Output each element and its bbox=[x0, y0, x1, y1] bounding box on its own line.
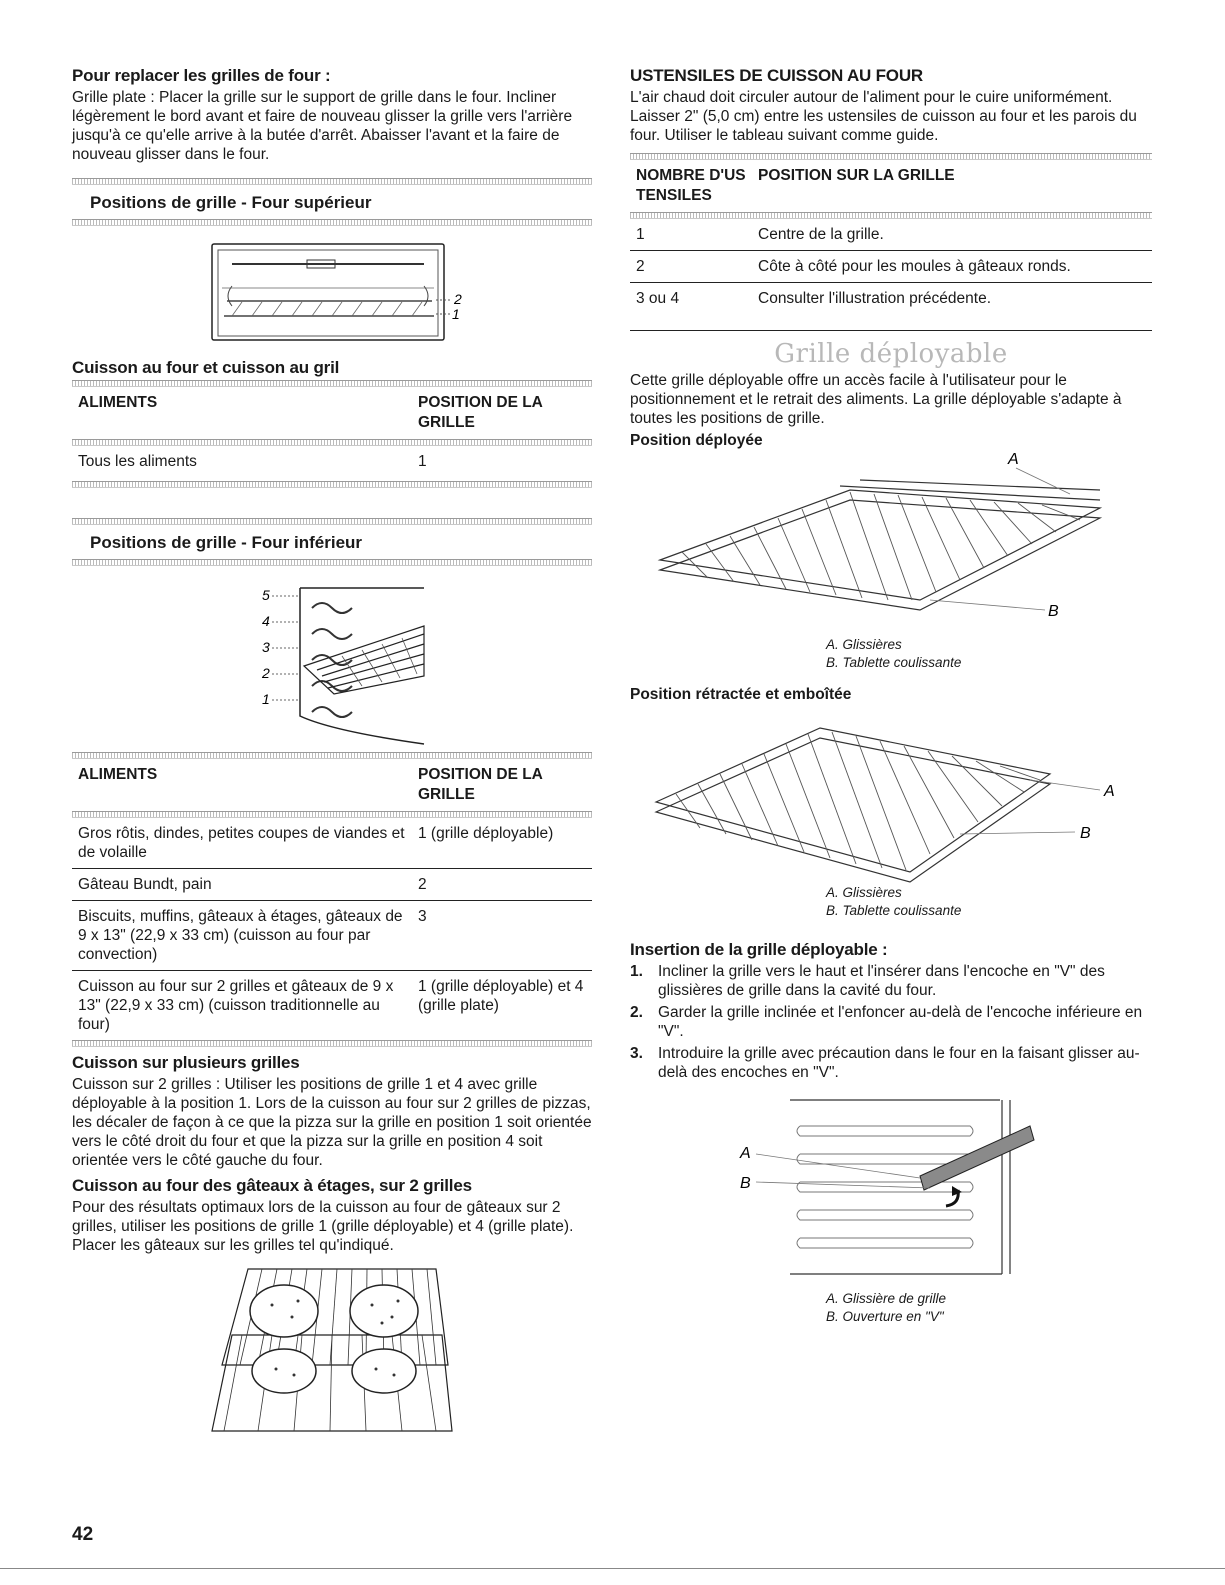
section-rule bbox=[630, 153, 1152, 160]
lower-oven-figure bbox=[72, 566, 592, 746]
insertion-label-b: B bbox=[740, 1175, 751, 1192]
list-item: 2. Garder la grille inclinée et l'enfoncer au-delà de l'encoche inférieure en "V". bbox=[630, 1004, 1143, 1040]
upper-oven-figure bbox=[72, 226, 592, 344]
table-row: Cuisson au four sur 2 grilles et gâteaux de 9 x 13" (22,9 x 33 cm) (cuisson traditionnelle au four) 1 (grille déployable) et 4 (grille plate) bbox=[78, 978, 584, 1033]
section-rule bbox=[72, 481, 592, 488]
multi-rack-heading: Cuisson sur plusieurs grilles bbox=[72, 1053, 300, 1072]
section-rule bbox=[72, 752, 592, 759]
utensils-table bbox=[630, 160, 1152, 314]
section-rule bbox=[72, 380, 592, 387]
right-column bbox=[630, 66, 1152, 1326]
insertion-caption: A. Glissière de grille B. Ouverture en "V" bbox=[826, 1291, 947, 1324]
lower-rack-label-4: 4 bbox=[262, 613, 270, 629]
retracted-rack-illustration bbox=[630, 704, 1152, 884]
lower-oven-illustration bbox=[72, 566, 592, 746]
col-header-position: POSITION DE LA GRILLE bbox=[418, 394, 543, 431]
upper-rack-label-2: 2 bbox=[454, 291, 462, 307]
lower-oven-table bbox=[72, 759, 592, 1040]
page-bottom-rule bbox=[0, 1568, 1225, 1569]
upper-oven-illustration bbox=[72, 226, 592, 344]
section-rule bbox=[72, 518, 592, 525]
upper-rack-label-1: 1 bbox=[452, 306, 460, 322]
left-column bbox=[72, 66, 592, 1435]
col-header-count: NOMBRE D'USTENSILES bbox=[636, 167, 746, 204]
layer-cake-text: Pour des résultats optimaux lors de la cuisson au four de gâteaux sur 2 grilles, utiliser les positions de grille 1 (grille déployable) et 4 (grille plate). Placer les gâteaux sur les grilles tel qu'indiqué. bbox=[72, 1199, 574, 1254]
col-header-food: ALIMENTS bbox=[78, 394, 158, 411]
retracted-position-label: Position rétractée et emboîtée bbox=[630, 686, 852, 703]
insertion-heading: Insertion de la grille déployable : bbox=[630, 940, 888, 959]
extended-label-b: B bbox=[1048, 603, 1059, 620]
extended-label-a: A bbox=[1008, 451, 1019, 468]
table-row: 1 Centre de la grille. bbox=[636, 226, 884, 243]
layer-cake-heading: Cuisson au four des gâteaux à étages, sur 2 grilles bbox=[72, 1176, 472, 1195]
utensils-heading: USTENSILES DE CUISSON AU FOUR bbox=[630, 66, 923, 85]
extendable-rack-text: Cette grille déployable offre un accès facile à l'utilisateur pour le positionnement et le retrait des aliments. La grille déployable s'adapte à toutes les positions de grille. bbox=[630, 372, 1122, 427]
insertion-steps bbox=[630, 962, 1152, 1082]
layer-cake-illustration bbox=[72, 1265, 592, 1435]
extended-position-label: Position déployée bbox=[630, 432, 763, 449]
retracted-caption: A. Glissières B. Tablette coulissante bbox=[826, 885, 962, 918]
section-rule bbox=[72, 1040, 592, 1047]
lower-rack-label-1: 1 bbox=[262, 691, 270, 707]
table-row: Gâteau Bundt, pain 2 bbox=[78, 876, 427, 893]
extendable-rack-title: Grille déployable bbox=[774, 339, 1008, 369]
replace-racks-heading: Pour replacer les grilles de four : bbox=[72, 66, 331, 85]
lower-rack-label-5: 5 bbox=[262, 587, 270, 603]
extended-rack-illustration bbox=[630, 450, 1152, 636]
col-header-position: POSITION SUR LA GRILLE bbox=[758, 167, 955, 184]
extended-rack-figure bbox=[630, 450, 1152, 636]
retracted-label-b: B bbox=[1080, 825, 1091, 842]
insertion-figure bbox=[630, 1096, 1152, 1286]
table-row: Gros rôtis, dindes, petites coupes de viandes et de volaille 1 (grille déployable) bbox=[78, 825, 554, 861]
retracted-rack-figure bbox=[630, 704, 1152, 884]
insertion-label-a: A bbox=[740, 1145, 751, 1162]
utensils-text: L'air chaud doit circuler autour de l'aliment pour le cuire uniformément. Laisser 2" (5,0 cm) entre les ustensiles de cuisson au four et les parois du four. Utiliser le tableau suivant comme guide. bbox=[630, 89, 1137, 144]
lower-rack-label-2: 2 bbox=[262, 665, 270, 681]
col-header-food: ALIMENTS bbox=[78, 766, 158, 783]
section-rule bbox=[72, 178, 592, 185]
table-row: 2 Côte à côté pour les moules à gâteaux ronds. bbox=[636, 258, 1071, 275]
multi-rack-text: Cuisson sur 2 grilles : Utiliser les positions de grille 1 et 4 avec grille déployable à la position 1. Lors de la cuisson au four sur 2 grilles de pizzas, les décaler de façon à ce que la pizza sur la grille en position 1 soit orientée vers le côté droit du four et que la pizza sur la grille en position 4 soit orientée vers le côté gauche du four. bbox=[72, 1076, 592, 1169]
table-row: Biscuits, muffins, gâteaux à étages, gâteaux de 9 x 13" (22,9 x 33 cm) (cuisson au four par convection) 3 bbox=[78, 908, 427, 963]
insertion-illustration bbox=[630, 1096, 1152, 1286]
upper-oven-title: Positions de grille - Four supérieur bbox=[90, 193, 372, 212]
section-rule bbox=[72, 219, 592, 226]
col-header-position: POSITION DE LA GRILLE bbox=[418, 766, 543, 803]
list-item: 3. Introduire la grille avec précaution dans le four en la faisant glisser au-delà des encoches en "V". bbox=[630, 1045, 1140, 1081]
lower-rack-label-3: 3 bbox=[262, 639, 270, 655]
lower-oven-title: Positions de grille - Four inférieur bbox=[90, 533, 363, 552]
bake-broil-table bbox=[72, 387, 592, 477]
section-rule bbox=[630, 330, 1152, 331]
bake-broil-heading: Cuisson au four et cuisson au gril bbox=[72, 358, 340, 377]
replace-racks-text: Grille plate : Placer la grille sur le support de grille dans le four. Incliner légèrement le bord avant et faire de nouveau glisser la grille vers l'arrière jusqu'à ce qu'elle arrive à la butée d'arrêt. Abaisser l'avant et la faire de nouveau glisser dans le four. bbox=[72, 89, 573, 163]
retracted-label-a: A bbox=[1104, 783, 1115, 800]
table-row: Tous les aliments 1 bbox=[78, 453, 427, 470]
layer-cake-figure bbox=[72, 1265, 592, 1435]
table-row: 3 ou 4 Consulter l'illustration précédente. bbox=[636, 290, 991, 307]
section-rule bbox=[72, 559, 592, 566]
page-number: 42 bbox=[72, 1524, 94, 1545]
list-item: 1. Incliner la grille vers le haut et l'insérer dans l'encoche en "V" des glissières de grille dans la cavité du four. bbox=[630, 963, 1105, 999]
extended-caption: A. Glissières B. Tablette coulissante bbox=[826, 637, 962, 670]
